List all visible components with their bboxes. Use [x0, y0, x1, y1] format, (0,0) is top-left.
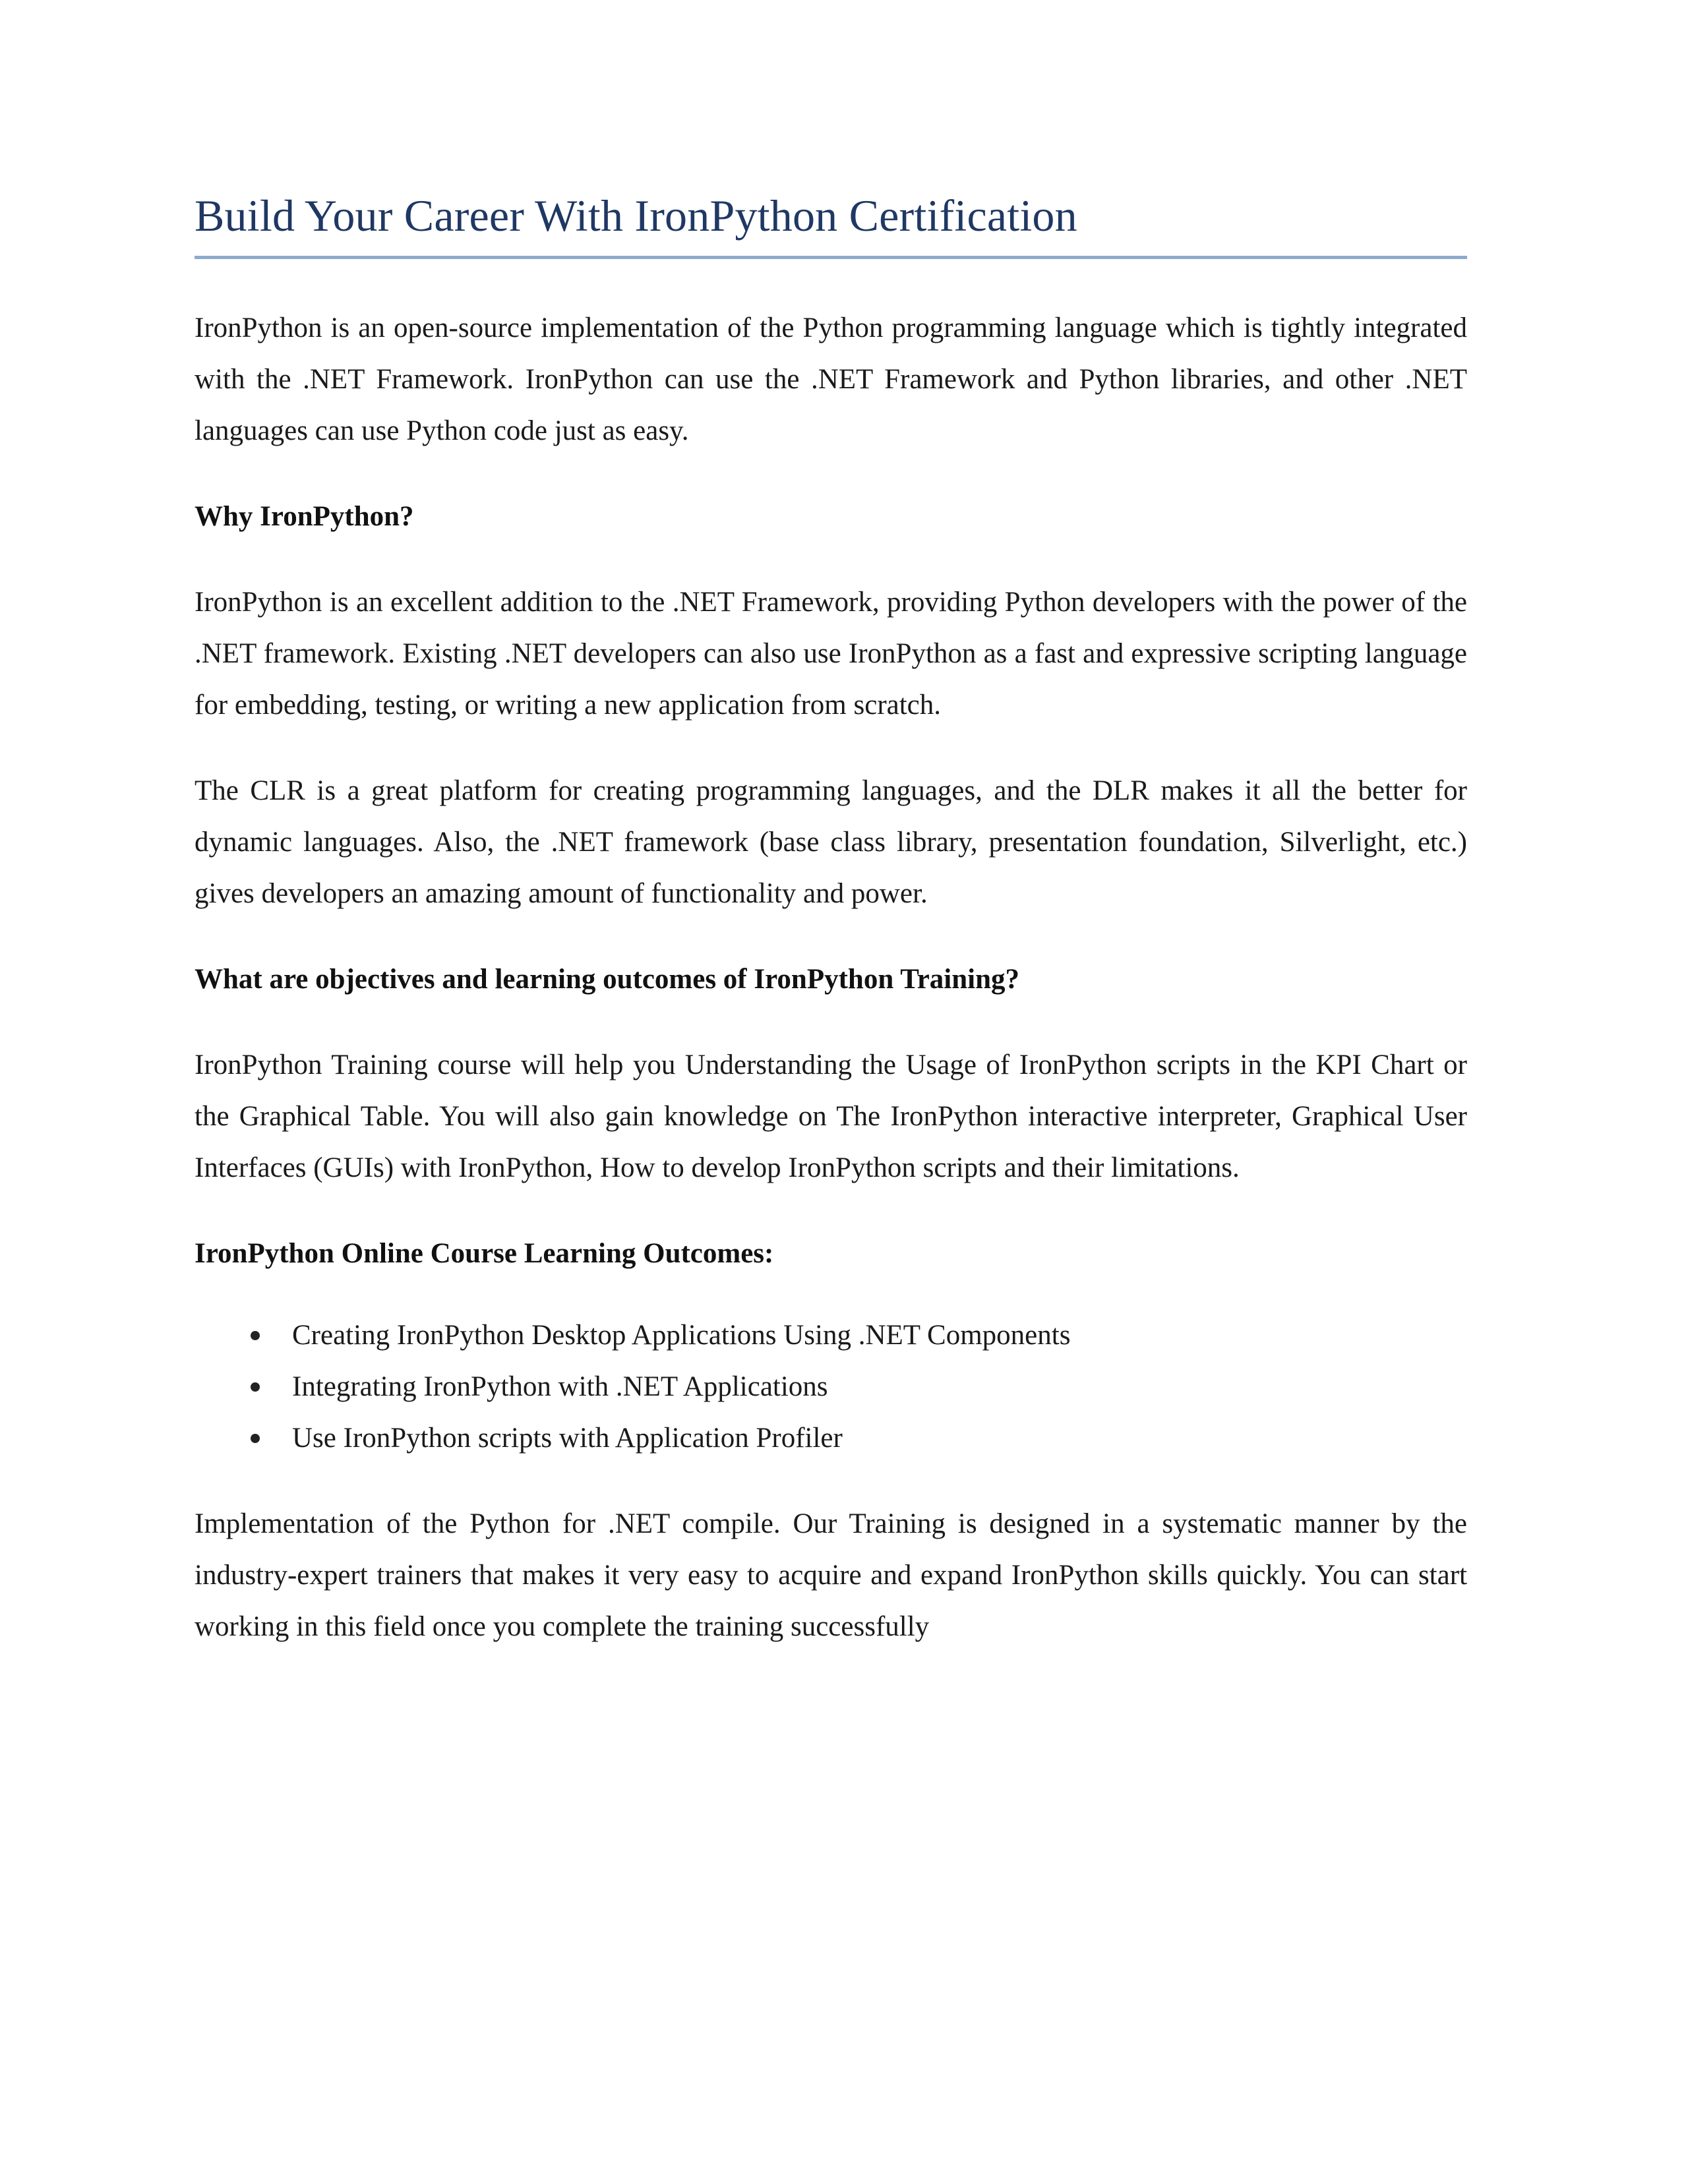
- list-item-label: Creating IronPython Desktop Applications Using .NET Components: [292, 1320, 1071, 1351]
- bullet-dot-icon: [251, 1382, 260, 1392]
- list-item: [195, 1413, 1467, 1464]
- learning-outcomes-list: [195, 1310, 1467, 1464]
- title-divider: [195, 256, 1467, 259]
- bullet-dot-icon: [251, 1434, 260, 1443]
- list-item-label: Integrating IronPython with .NET Applications: [292, 1371, 828, 1403]
- why-paragraph-2: The CLR is a great platform for creating programming languages, and the DLR makes it all the better for dynamic languages. Also, the .NET framework (base class library, presentation foundation, Silverlight, etc.) gives developers an amazing amount of functionality and power.: [195, 775, 1467, 910]
- intro-paragraph: IronPython is an open-source implementation of the Python programming language which is tightly integrated with the .NET Framework. IronPython can use the .NET Framework and Python libraries, and other .NET languages can use Python code just as easy.: [195, 312, 1467, 447]
- heading-why-ironpython: Why IronPython?: [195, 501, 414, 533]
- document-content: [195, 0, 1467, 1653]
- closing-paragraph: Implementation of the Python for .NET compile. Our Training is designed in a systematic manner by the industry-expert trainers that makes it very easy to acquire and expand IronPython skills quickly. You can start working in this field once you complete the training successfully: [195, 1508, 1467, 1643]
- bullet-dot-icon: [251, 1331, 260, 1340]
- list-item: [195, 1361, 1467, 1413]
- objectives-paragraph: IronPython Training course will help you Understanding the Usage of IronPython scripts in the KPI Chart or the Graphical Table. You will also gain knowledge on The IronPython interactive interpreter, Graphical User Interfaces (GUIs) with IronPython, How to develop IronPython scripts and their limitations.: [195, 1049, 1467, 1184]
- heading-objectives: What are objectives and learning outcomes of IronPython Training?: [195, 964, 1020, 995]
- list-item: [195, 1310, 1467, 1361]
- heading-learning-outcomes: IronPython Online Course Learning Outcomes:: [195, 1238, 774, 1270]
- list-item-label: Use IronPython scripts with Application Profiler: [292, 1423, 843, 1454]
- page-title: Build Your Career With IronPython Certification: [195, 191, 1077, 241]
- why-paragraph-1: IronPython is an excellent addition to the .NET Framework, providing Python developers with the power of the .NET framework. Existing .NET developers can also use IronPython as a fast and expressive scripting language for embedding, testing, or writing a new application from scratch.: [195, 587, 1467, 721]
